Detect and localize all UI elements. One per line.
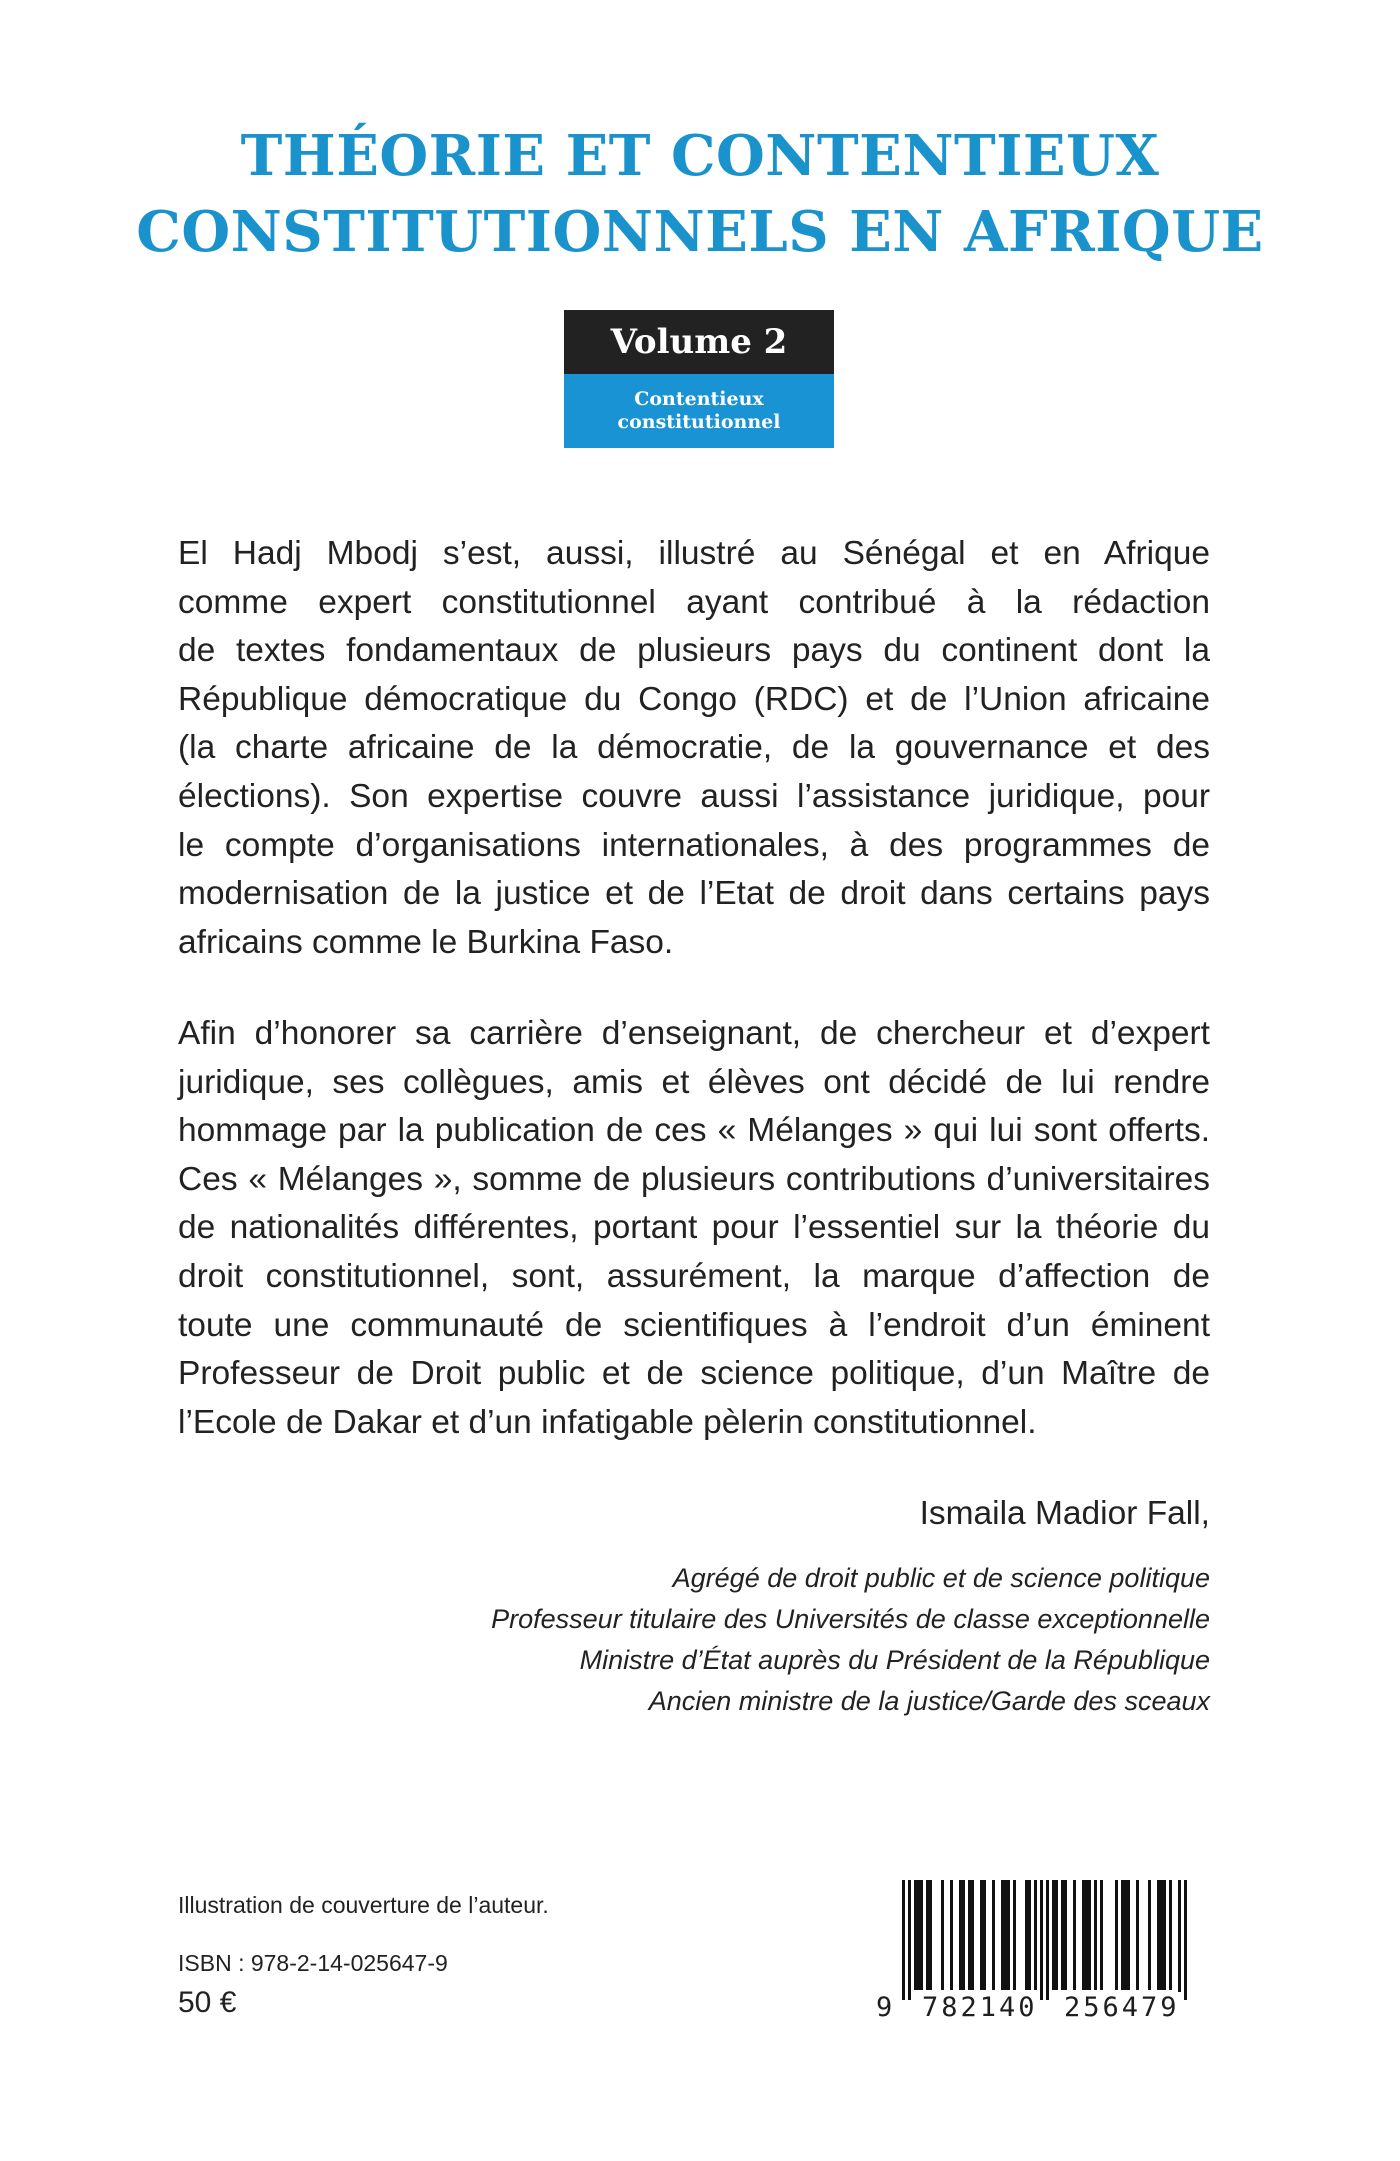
barcode-digit-first: 9 (876, 1992, 893, 2023)
barcode-digits-left: 782140 (922, 1992, 1038, 2023)
barcode-bar (1136, 1880, 1139, 1990)
barcode-bar (980, 1880, 983, 1990)
credential-line: Agrégé de droit public et de science politique (672, 1563, 1210, 1593)
paragraph-line: Ces « Mélanges », somme de plusieurs contributions d’universitaires (178, 1160, 1210, 1198)
barcode-bar (1100, 1880, 1103, 1990)
barcode-bar (1088, 1880, 1091, 1990)
paragraph-line: de textes fondamentaux de plusieurs pays du continent dont la (178, 632, 1210, 670)
book-title-line-1: THÉORIE ET CONTENTIEUX (240, 123, 1160, 189)
book-title (0, 118, 1400, 270)
paragraph-line: l’Ecole de Dakar et d’un infatigable pèlerin constitutionnel. (178, 1403, 1037, 1441)
barcode-bar (1178, 1880, 1181, 2000)
isbn: ISBN : 978-2-14-025647-9 (178, 1950, 448, 1976)
barcode-bar (1061, 1880, 1064, 1990)
paragraph-line: juridique, ses collègues, amis et élèves ont décidé de lui rendre (178, 1063, 1210, 1101)
barcode-bar (959, 1880, 962, 1990)
barcode-bar (929, 1880, 932, 1990)
barcode-bar (1082, 1880, 1085, 1990)
volume-box (564, 310, 834, 448)
barcode-bar (914, 1880, 917, 1990)
paragraph-line: africains comme le Burkina Faso. (178, 923, 674, 961)
volume-subtitle (564, 374, 834, 448)
credential-line: Ancien ministre de la justice/Garde des sceaux (648, 1686, 1210, 1716)
barcode-bar (1094, 1880, 1097, 1990)
barcode-bar (1001, 1880, 1004, 1990)
paragraph-line: toute une communauté de scientifiques à l’endroit d’un éminent (178, 1306, 1210, 1344)
barcode-bar (1115, 1880, 1118, 1990)
volume-subtitle-line-2: constitutionnel (617, 411, 781, 433)
barcode-bar (1121, 1880, 1124, 1990)
barcode-bar (926, 1880, 929, 1990)
paragraph-line: Professeur de Droit public et de science politique, d’un Maître de (178, 1355, 1210, 1393)
author-credentials (310, 1558, 1210, 1722)
barcode-bar (1052, 1880, 1055, 1990)
author-signature: Ismaila Madior Fall, (919, 1495, 1210, 1532)
paragraph-line: le compte d’organisations internationales, à des programmes de (178, 826, 1210, 864)
barcode (876, 1880, 1212, 2025)
paragraph-1 (178, 530, 1210, 967)
barcode-bar (971, 1880, 974, 1990)
barcode-bar (1184, 1880, 1187, 2000)
paragraph-line: hommage par la publication de ces « Mélanges » qui lui sont offerts. (178, 1112, 1210, 1150)
paragraph-line: République démocratique du Congo (RDC) et de l’Union africaine (178, 680, 1210, 718)
volume-label: Volume 2 (564, 310, 834, 374)
barcode-bar (1169, 1880, 1172, 1990)
barcode-bar (908, 1880, 911, 2000)
paragraph-line: droit constitutionnel, sont, assurément, la marque d’affection de (178, 1257, 1210, 1295)
barcode-bar (962, 1880, 965, 1990)
barcode-bar (1007, 1880, 1010, 1990)
barcode-bar (1085, 1880, 1088, 1990)
barcode-bar (1034, 1880, 1037, 1990)
paragraph-line: élections). Son expertise couvre aussi l’assistance juridique, pour (178, 777, 1210, 815)
barcode-bar (902, 1880, 905, 2000)
credential-line: Professeur titulaire des Universités de classe exceptionnelle (491, 1604, 1210, 1634)
barcode-bar (992, 1880, 995, 1990)
barcode-bar (1025, 1880, 1028, 1990)
paragraph-2 (178, 1010, 1210, 1447)
barcode-bar (1163, 1880, 1166, 1990)
barcode-bar (1028, 1880, 1031, 1990)
price: 50 € (178, 1986, 237, 2019)
barcode-digits-right: 256479 (1064, 1992, 1180, 2023)
barcode-bars (876, 1880, 1212, 2000)
paragraph-line: modernisation de la justice et de l’Etat de droit dans certains pays (178, 875, 1210, 913)
paragraph-line: El Hadj Mbodj s’est, aussi, illustré au Sénégal et en Afrique (178, 535, 1210, 572)
barcode-bar (1127, 1880, 1130, 1990)
illustration-credit: Illustration de couverture de l’auteur. (178, 1892, 549, 1918)
barcode-bar (1073, 1880, 1076, 1990)
credential-line: Ministre d’État auprès du Président de la République (579, 1645, 1210, 1675)
barcode-bar (917, 1880, 920, 1990)
book-title-line-2: CONSTITUTIONNELS EN AFRIQUE (136, 199, 1264, 265)
paragraph-line: comme expert constitutionnel ayant contribué à la rédaction (178, 583, 1210, 621)
barcode-bar (1013, 1880, 1016, 1990)
barcode-bar (1064, 1880, 1067, 1990)
barcode-bar (1157, 1880, 1160, 1990)
barcode-bar (1160, 1880, 1163, 1990)
paragraph-line: (la charte africaine de la démocratie, de la gouvernance et des (178, 729, 1210, 767)
barcode-digits (876, 1992, 1212, 2026)
barcode-bar (1148, 1880, 1151, 1990)
barcode-bar (1124, 1880, 1127, 1990)
paragraph-line: Afin d’honorer sa carrière d’enseignant, de chercheur et d’expert (178, 1015, 1210, 1052)
barcode-bar (983, 1880, 986, 1990)
barcode-bar (1040, 1880, 1043, 2000)
barcode-bar (941, 1880, 944, 1990)
volume-subtitle-line-1: Contentieux (634, 388, 764, 410)
barcode-bar (968, 1880, 971, 1990)
barcode-bar (920, 1880, 923, 1990)
barcode-bar (1055, 1880, 1058, 1990)
barcode-bar (1046, 1880, 1049, 2000)
barcode-bar (1004, 1880, 1007, 1990)
barcode-bar (950, 1880, 953, 1990)
paragraph-line: de nationalités différentes, portant pour l’essentiel sur la théorie du (178, 1209, 1210, 1247)
